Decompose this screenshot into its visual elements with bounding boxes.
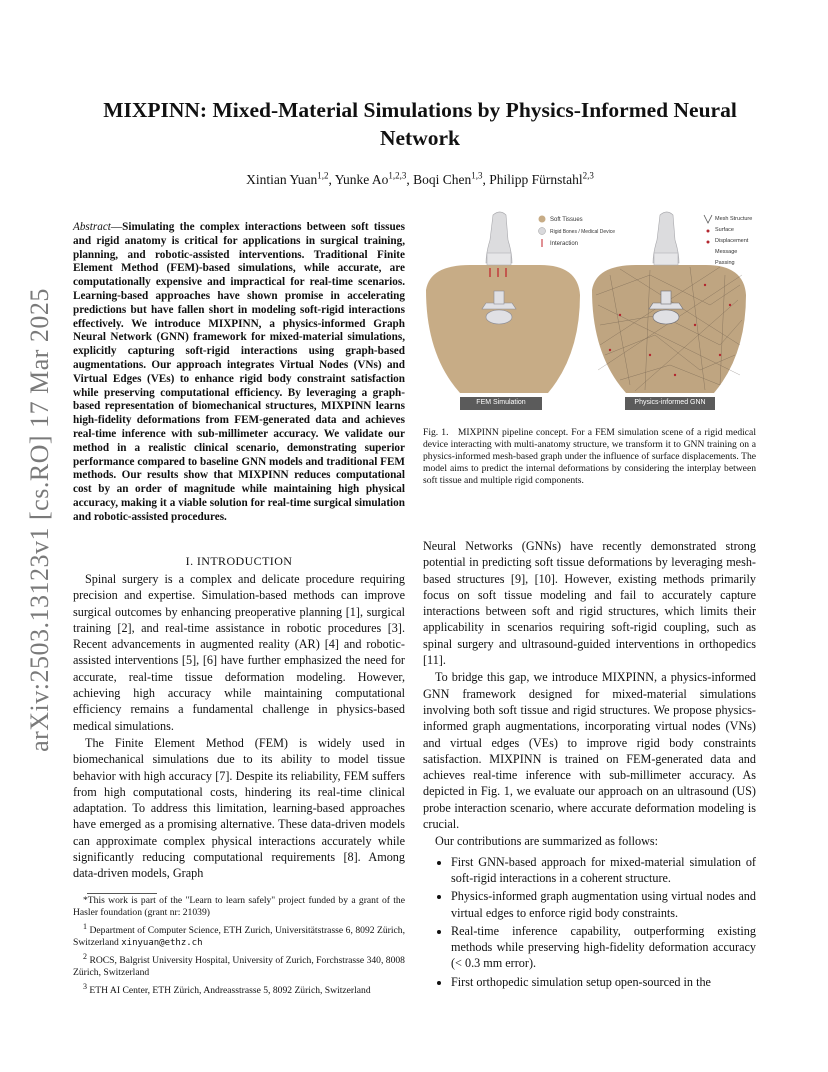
paragraph: Spinal surgery is a complex and delicate procedure requiring precision and expertise. Simulation-based methods can improve surgical outcomes by enhancing preoperative planning [1], surgical training [2], and real-time assistance in robotic procedures [3]. Recent advancements in augmented reality (AR) [4] and robotic-assisted interventions [5], [6] have further emphasized the need for accurate, real-time tissue deformation modeling. However, achieving high accuracy while maintaining computational efficiency remains a fundamental challenge in physics-based medical simulations. — [73, 572, 405, 733]
paper-title: MIXPINN: Mixed-Material Simulations by Physics-Informed Neural Network — [103, 98, 737, 150]
abstract-label: Abstract — [73, 221, 111, 233]
intro-left-column — [73, 571, 405, 883]
ultrasound-probe-left — [486, 212, 512, 265]
mesh-legend-icon — [704, 215, 712, 223]
list-item: • First GNN-based approach for mixed-material simulation of soft-rigid interactions in a coherent structure. — [451, 854, 756, 887]
section-heading-wrap — [73, 553, 405, 569]
paragraph: The Finite Element Method (FEM) is widely used in biomechanical simulations due to its ability to model tissue behavior with high accuracy [7]. Despite its reliability, FEM suffers from high computational costs, hindering its real-time clinical adaptation. To address this limitation, learning-based approaches have emerged as a promising alternative. These data-driven models can approximate complex physical interactions accurately while significantly reducing computational requirements [8]. Among data-driven models, Graph — [73, 735, 405, 881]
rigid-legend-icon — [539, 228, 546, 235]
list-item: • Physics-informed graph augmentation using virtual nodes and virtual edges to enforce rigid body constraints. — [451, 888, 756, 921]
footnotes — [73, 895, 405, 1000]
footnote-funding: *This work is part of the "Learn to learn safely" project funded by a grant of the Hasler foundation (grant nr: 21039) — [73, 895, 405, 918]
figure-caption — [423, 427, 756, 487]
paragraph: Neural Networks (GNNs) have recently demonstrated strong potential in predicting soft tissue deformations by leveraging mesh-based structures [9], [10]. However, existing methods primarily focus on soft tissue modeling and fail to accurately capture interactions between soft and rigid structures, which limits their applicability in scenarios requiring soft-rigid coupling, such as spinal surgery and ultrasound-guided interventions in orthopedics [11]. — [423, 539, 756, 668]
footnote-aff2: $^2$ ROCS, Balgrist University Hospital, University of Zurich, Forchstrasse 340, 8008 Zürich, Switzerland — [73, 952, 405, 979]
footnote-aff1: $^1$ Department of Computer Science, ETH Zurich, Universitätstrasse 6, 8092 Zürich, Switzerland xinyuan@ethz.ch — [73, 922, 405, 949]
footnote-aff3: $^3$ ETH AI Center, ETH Zürich, Andreasstrasse 5, 8092 Zürich, Switzerland — [83, 982, 371, 997]
legend-left: Soft Tissues Rigid Bones / Medical Device Interaction — [550, 217, 616, 247]
footnote-rule — [87, 893, 157, 894]
paragraph: Our contributions are summarized as follows: — [435, 834, 659, 849]
arxiv-sidebar — [20, 285, 60, 755]
displacement-legend-icon — [707, 230, 710, 233]
caption-label: Fig. 1. — [423, 427, 449, 438]
arxiv-id: arXiv:2503.13123v1 [cs.RO] 17 Mar 2025 — [25, 288, 54, 752]
list-item: • First orthopedic simulation setup open-sourced in the — [451, 974, 756, 990]
contribution-list — [423, 854, 756, 990]
list-item: • Real-time inference capability, outperforming existing methods while preserving high-fidelity deformation accuracy (< 0.3 mm error). — [451, 923, 756, 972]
author: Boqi Chen$^{1,3}$, — [413, 170, 490, 187]
author: Philipp Fürnstahl$^{2,3}$ — [489, 170, 594, 187]
intro-right-column — [423, 538, 756, 992]
section-heading: I. INTRODUCTION — [185, 554, 293, 568]
message-legend-icon — [707, 241, 710, 244]
fem-simulation-label: FEM Simulation — [476, 399, 526, 406]
author: Xintian Yuan$^{1,2}$, — [246, 170, 335, 187]
email-link[interactable]: xinyuan@ethz.ch — [121, 938, 203, 949]
gnn-label: Physics-informed GNN — [634, 399, 706, 406]
abstract-text: Simulating the complex interactions between soft tissues and rigid anatomy is critical for applications in surgical training, planning, and robotic-assisted interventions. Traditional Finite Element Method (FEM)-based simulations, while accurate, are computationally expensive and impractical for real-time scenarios. Learning-based approaches have shown promise in accelerating predictions but have fallen short in modeling soft-rigid interactions effectively. We introduce MIXPINN, a physics-informed Graph Neural Network (GNN) framework for mixed-material simulations, explicitly capturing soft-rigid interactions using graph-based augmentations. Our approach integrates Virtual Nodes (VNs) and Virtual Edges (VEs) to enhance rigid body constraint satisfaction while preserving computational efficiency. By leveraging a graph-based representation of biomechanical structures, MIXPINN learns high-fidelity deformations from FEM-generated data and achieves real-time inference with sub-millimeter accuracy. We validate our method in a realistic clinical scenario, demonstrating superior performance compared to baseline GNN models and traditional FEM methods. Our results show that MIXPINN reduces computational cost by an order of magnitude while maintaining high physical accuracy, making it a viable solution for real-time surgical simulation and robotic-assisted procedures. — [73, 221, 405, 523]
legend-right: Mesh Structure Surface Displacement Message Passing — [715, 216, 753, 266]
author: Yunke Ao$^{1,2,3}$, — [334, 170, 414, 187]
soft-tissue-legend-icon — [539, 216, 546, 223]
caption-text: MIXPINN pipeline concept. For a FEM simulation scene of a rigid medical device interacting with multi-anatomy structure, we transform it to GNN training on a physics-informed mesh-based graph under the influence of surface displacements. The model aims to predict the internal deformations by considering the interplay between soft tissue and multiple rigid components. — [423, 427, 756, 486]
author-list — [70, 170, 770, 188]
figure-1 — [420, 205, 756, 420]
paragraph: To bridge this gap, we introduce MIXPINN, a physics-informed GNN framework designed for mixed-material simulations involving both soft tissue and rigid structures. We propose physics-informed graph augmentations, incorporating virtual nodes (VNs) and virtual edges (VEs) to improve rigid body constraints satisfaction. MIXPINN is trained on FEM-generated data and achieves real-time inference with sub-millimeter accuracy. As depicted in Fig. 1, we evaluate our approach on an ultrasound (US) probe interaction scenario, where accurate deformation modeling is crucial. — [423, 670, 756, 832]
ultrasound-probe-right — [653, 212, 679, 265]
soft-tissue-left — [426, 265, 580, 393]
abstract: Abstract—Simulating the complex interactions between soft tissues and rigid anatomy is critical for applications in surgical training, planning, and robotic-assisted interventions. Traditional Finite Element Method (FEM)-based simulations, while accurate, are computationally expensive and impractical for real-time scenarios. Learning-based approaches have shown promise in accelerating predictions but have fallen short in modeling soft-rigid interactions effectively. We introduce MIXPINN, a physics-informed Graph Neural Network (GNN) framework for mixed-material simulations, explicitly capturing soft-rigid interactions using graph-based augmentations. Our approach integrates Virtual Nodes (VNs) and Virtual Edges (VEs) to enhance rigid body constraint satisfaction while preserving computational efficiency. By leveraging a graph-based representation of biomechanical structures, MIXPINN learns high-fidelity deformations from FEM-generated data and achieves real-time inference with sub-millimeter accuracy. We validate our method in a realistic clinical scenario, demonstrating superior performance compared to baseline GNN models and traditional FEM methods. Our results show that MIXPINN reduces computational cost by an order of magnitude while maintaining high physical accuracy, making it a viable solution for real-time surgical simulation and robotic-assisted procedures. — [73, 221, 405, 523]
soft-tissue-right — [592, 265, 746, 393]
